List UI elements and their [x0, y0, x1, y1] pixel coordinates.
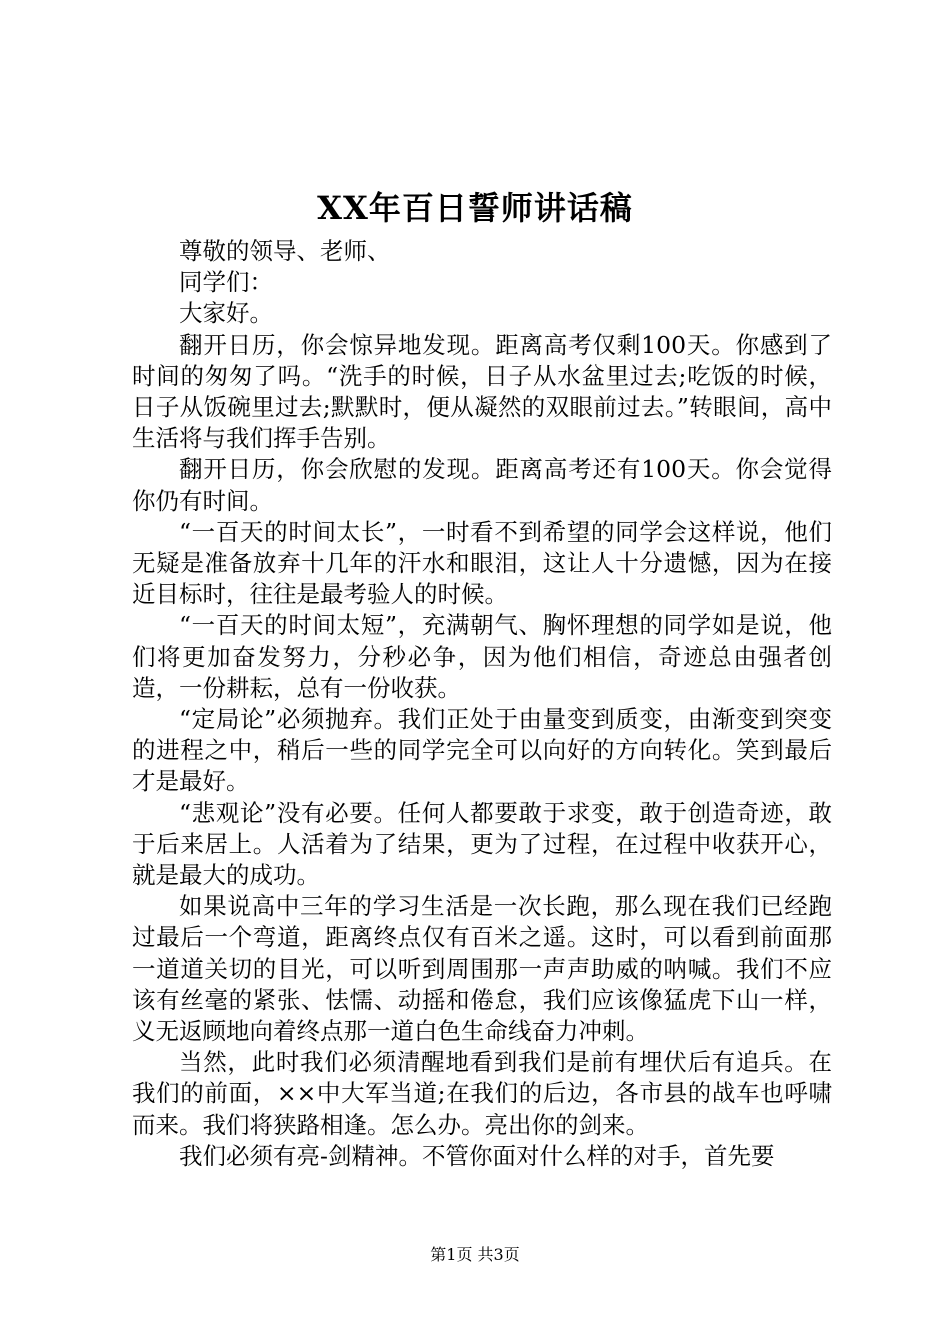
document-title: XX年百日誓师讲话稿 — [317, 189, 633, 227]
paragraph: 同学们： — [179, 268, 273, 297]
paragraph: “悲观论”没有必要。任何人都要敢于求变，敢于创造奇迹，敢于后来居上。人活着为了结果，更为了过程，在过程中收获开心，就是最大的成功。 — [132, 798, 832, 890]
paragraph: “一百天的时间太短”，充满朝气、胸怀理想的同学如是说，他们将更加奋发努力，分秒必争，因为他们相信，奇迹总由强者创造，一份耕耘，总有一份收获。 — [132, 611, 832, 702]
paragraph: “一百天的时间太长”，一时看不到希望的同学会这样说，他们无疑是准备放弃十几年的汗水和眼泪，这让人十分遗憾，因为在接近目标时，往往是最考验人的时候。 — [132, 517, 832, 609]
paragraph: 我们必须有亮-剑精神。不管你面对什么样的对手，首先要 — [179, 1141, 775, 1170]
page-footer: 第1页 共3页 — [430, 1245, 520, 1264]
paragraph: 尊敬的领导、老师、 — [179, 237, 391, 265]
paragraph: 翻开日历，你会欣慰的发现。距离高考还有100天。你会觉得你仍有时间。 — [132, 455, 832, 515]
paragraph: 当然，此时我们必须清醒地看到我们是前有埋伏后有追兵。在我们的前面，××中大军当道;在我们的后边，各市县的战车也呼啸而来。我们将狭路相逢。怎么办。亮出你的剑来。 — [132, 1048, 832, 1139]
paragraph: 翻开日历，你会惊异地发现。距离高考仅剩100天。你感到了时间的匆匆了吗。“洗手的时候，日子从水盆里过去;吃饭的时候，日子从饭碗里过去;默默时，便从凝然的双眼前过去。”转眼间，高中生活将与我们挥手告别。 — [132, 330, 832, 453]
paragraph: 大家好。 — [179, 299, 273, 328]
document-body — [132, 236, 832, 1172]
paragraph: “定局论”必须抛弃。我们正处于由量变到质变，由渐变到突变的进程之中，稍后一些的同学完全可以向好的方向转化。笑到最后才是最好。 — [132, 705, 832, 796]
paragraph: 如果说高中三年的学习生活是一次长跑，那么现在我们已经跑过最后一个弯道，距离终点仅有百米之遥。这时，可以看到前面那一道道关切的目光，可以听到周围那一声声助威的呐喊。我们不应该有丝毫的紧张、怯懦、动摇和倦怠，我们应该像猛虎下山一样，义无返顾地向着终点那一道白色生命线奋力冲刺。 — [132, 892, 832, 1046]
